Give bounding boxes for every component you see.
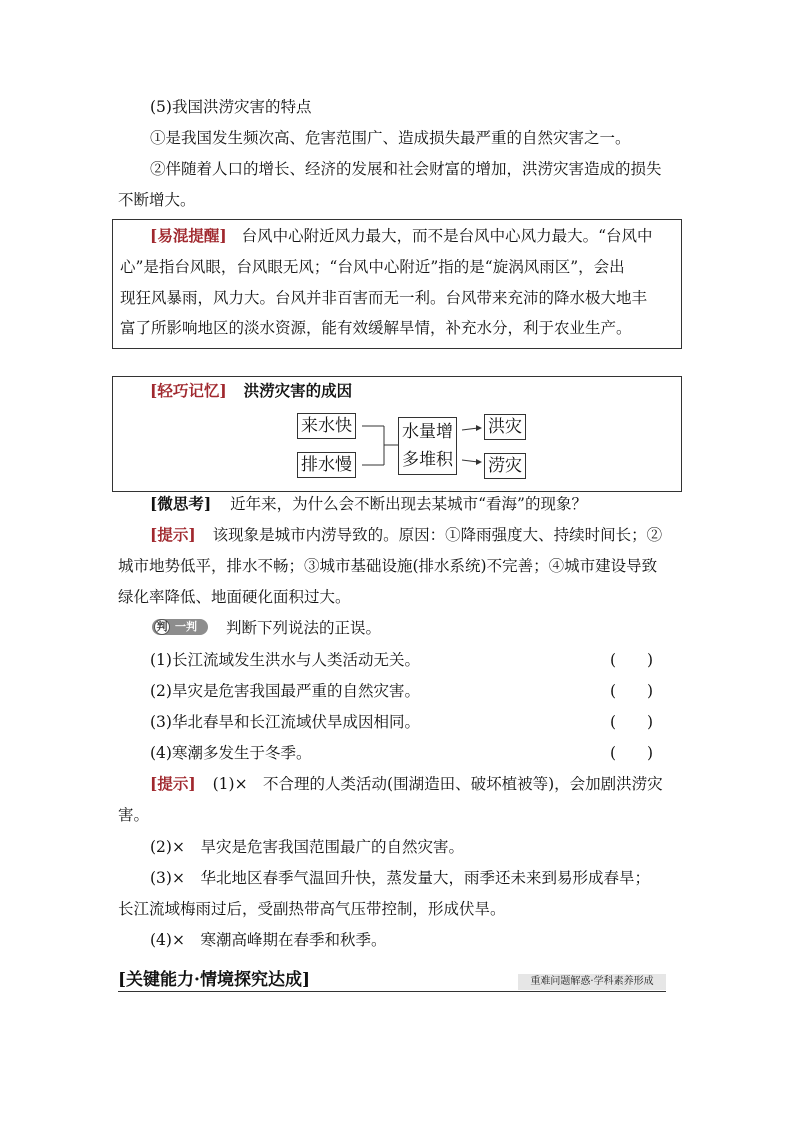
result-box-flood: 洪灾 — [484, 414, 526, 440]
micro-think-question-line — [150, 493, 587, 515]
micro-think-hint-text-1: 该现象是城市内涝导致的。原因：①降雨强度大、持续时间长；② — [212, 526, 663, 544]
micro-think-hint-line-2: 城市地势低平，排水不畅；③城市基础设施(排水系统)不完善；④城市建设导致 — [118, 557, 658, 575]
judge-answer-1-line-2: 害。 — [118, 806, 150, 824]
judge-instruction: 判断下列说法的正误。 — [226, 619, 382, 637]
section-point-2-line-2: 不断增大。 — [118, 191, 196, 209]
memory-tag: [轻巧记忆] — [150, 381, 227, 400]
confusion-text-1: 台风中心附近风力最大，而不是台风中心风力最大。“台风中 — [241, 227, 653, 245]
memory-title: 洪涝灾害的成因 — [243, 381, 353, 400]
confusion-line-2: 心”是指台风眼，台风眼无风；“台风中心附近”指的是“旋涡风雨区”，会出 — [120, 258, 625, 276]
confusion-tag: [易混提醒] — [150, 226, 227, 245]
judge-item-3-answer-blank[interactable]: ( ) — [610, 713, 654, 731]
confusion-line-3: 现狂风暴雨，风力大。台风并非百害而无一利。台风带来充沛的降水极大地丰 — [120, 289, 648, 307]
middle-box-line-1: 水量增 — [402, 422, 453, 442]
section-subtitle-tag: 重难问题解惑·学科素养形成 — [518, 974, 666, 990]
micro-think-question: 近年来，为什么会不断出现去某城市“看海”的现象？ — [230, 495, 587, 513]
cause-box-slow-drainage: 排水慢 — [297, 452, 356, 478]
middle-box-line-2: 多堆积 — [402, 450, 453, 470]
judge-answer-3-line-1: (3)× 华北地区春季气温回升快，蒸发量大，雨季还未来到易形成春旱； — [150, 869, 650, 887]
micro-think-hint-line-3: 绿化率降低、地面硬化面积过大。 — [118, 588, 351, 606]
judge-badge-text: 一判 — [175, 620, 197, 633]
judge-answer-4: (4)× 寒潮高峰期在春季和秋季。 — [150, 931, 387, 949]
judge-item-4: (4)寒潮多发生于冬季。 — [150, 744, 312, 762]
section-heading: (5)我国洪涝灾害的特点 — [150, 98, 312, 116]
judge-badge — [152, 619, 208, 635]
micro-think-hint-line-1 — [150, 524, 662, 546]
judge-item-4-answer-blank[interactable]: ( ) — [610, 744, 654, 762]
judge-answer-1-text: (1)× 不合理的人类活动(围湖造田、破坏植被等)，会加剧洪涝灾 — [212, 775, 663, 793]
micro-think-tag: [微思考] — [150, 494, 212, 513]
micro-think-hint-tag: [提示] — [150, 525, 196, 544]
judge-item-2-answer-blank[interactable]: ( ) — [610, 682, 654, 700]
section-point-2-line-1: ②伴随着人口的增长、经济的发展和社会财富的增加，洪涝灾害造成的损失 — [150, 160, 662, 178]
judge-hint-line-1 — [150, 773, 663, 795]
judge-answer-2: (2)× 旱灾是危害我国范围最广的自然灾害。 — [150, 838, 464, 856]
judge-item-2: (2)旱灾是危害我国最严重的自然灾害。 — [150, 682, 420, 700]
judge-answer-3-line-2: 长江流域梅雨过后，受副热带高气压带控制，形成伏旱。 — [118, 900, 506, 918]
judge-item-3: (3)华北春旱和长江流域伏旱成因相同。 — [150, 713, 420, 731]
judge-hint-tag: [提示] — [150, 774, 196, 793]
section-divider — [118, 991, 666, 992]
result-box-waterlogging: 涝灾 — [484, 453, 526, 479]
section-title-key-ability: [关键能力·情境探究达成] — [118, 970, 311, 990]
judge-item-1: (1)长江流域发生洪水与人类活动无关。 — [150, 651, 420, 669]
confusion-line-4: 富了所影响地区的淡水资源，能有效缓解旱情，补充水分，利于农业生产。 — [120, 319, 632, 337]
judge-item-1-answer-blank[interactable]: ( ) — [610, 651, 654, 669]
cause-box-fast-inflow: 来水快 — [297, 413, 356, 439]
judge-badge-char: 判 — [154, 619, 170, 635]
section-point-1: ①是我国发生频次高、危害范围广、造成损失最严重的自然灾害之一。 — [150, 129, 631, 147]
